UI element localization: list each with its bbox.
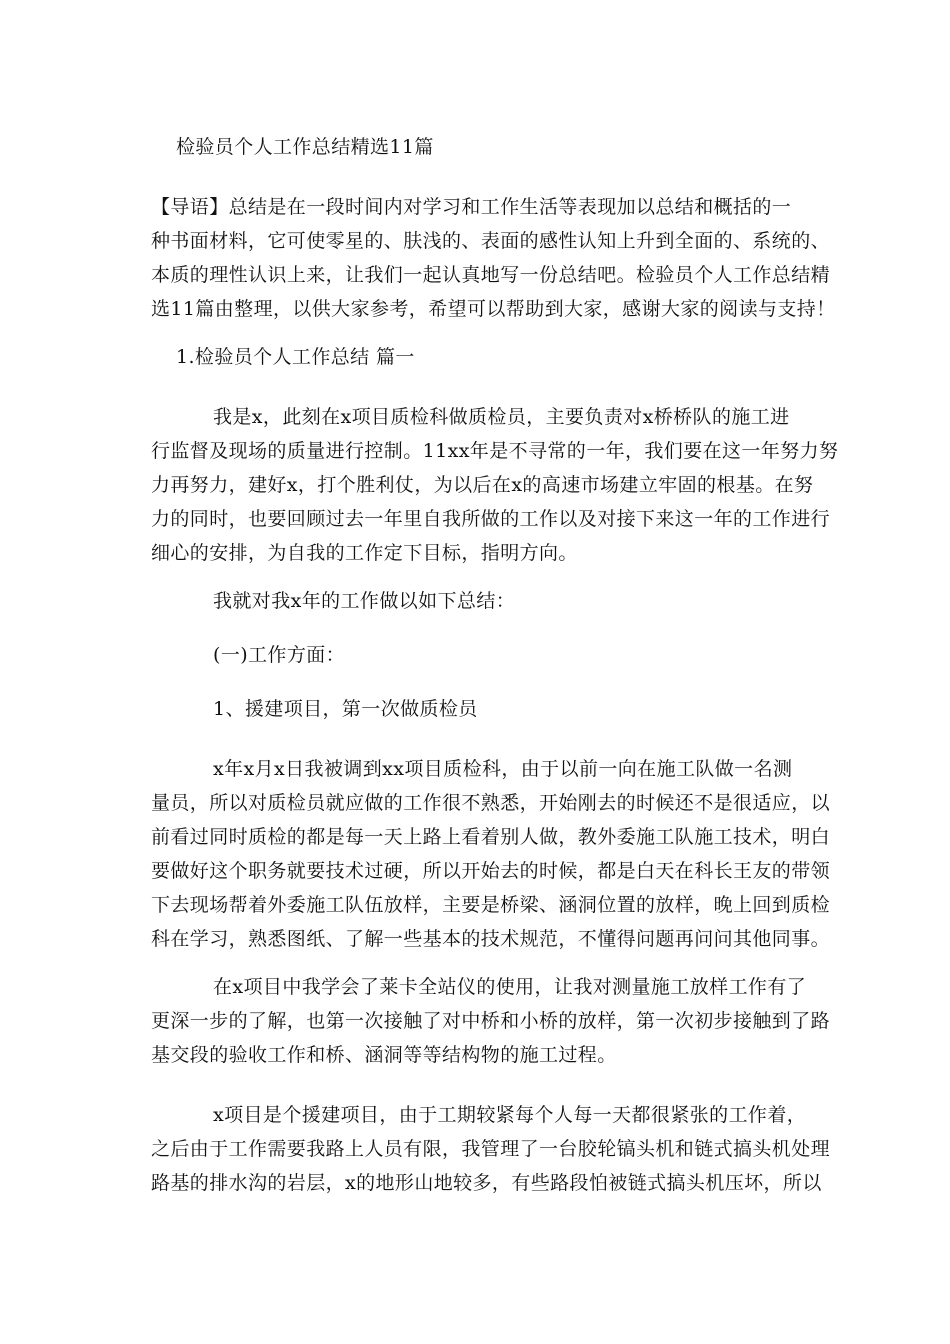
para6-line-3: 基交段的验收工作和桥、涵洞等等结构物的施工过程。 [151, 1044, 617, 1066]
para5-line-3: 前看过同时质检的都是每一天上路上看着别人做，教外委施工队施工技术，明白 [151, 826, 831, 848]
para1-line-2: 行监督及现场的质量进行控制。11xx年是不寻常的一年，我们要在这一年努力努 [151, 440, 839, 462]
para1-line-1: 我是x，此刻在x项目质检科做质检员，主要负责对x桥桥队的施工进 [213, 406, 790, 428]
para1-line-5: 细心的安排，为自我的工作定下目标，指明方向。 [151, 542, 578, 564]
para4-line: 1、援建项目，第一次做质检员 [213, 698, 478, 720]
intro-line-4: 选11篇由整理，以供大家参考，希望可以帮助到大家，感谢大家的阅读与支持！ [151, 298, 836, 320]
intro-line-3: 本质的理性认识上来，让我们一起认真地写一份总结吧。检验员个人工作总结精 [151, 264, 831, 286]
para1-line-4: 力的同时，也要回顾过去一年里自我所做的工作以及对接下来这一年的工作进行 [151, 508, 831, 530]
para5-line-4: 要做好这个职务就要技术过硬，所以开始去的时候，都是白天在科长王友的带领 [151, 860, 831, 882]
intro-line-2: 种书面材料，它可使零星的、肤浅的、表面的感性认知上升到全面的、系统的、 [151, 230, 831, 252]
para5-line-2: 量员，所以对质检员就应做的工作很不熟悉，开始刚去的时候还不是很适应，以 [151, 792, 831, 814]
para6-line-1: 在x项目中我学会了莱卡全站仪的使用，让我对测量施工放样工作有了 [213, 976, 807, 998]
para7-line-2: 之后由于工作需要我路上人员有限，我管理了一台胶轮镐头机和链式搞头机处理 [151, 1138, 831, 1160]
para5-line-1: x年x月x日我被调到xx项目质检科，由于以前一向在施工队做一名测 [213, 758, 793, 780]
para5-line-6: 科在学习，熟悉图纸、了解一些基本的技术规范，不懂得问题再问问其他同事。 [151, 928, 831, 950]
para2-line: 我就对我x年的工作做以如下总结： [213, 590, 516, 612]
intro-line-1: 【导语】总结是在一段时间内对学习和工作生活等表现加以总结和概括的一 [151, 196, 792, 218]
para6-line-2: 更深一步的了解，也第一次接触了对中桥和小桥的放样，第一次初步接触到了路 [151, 1010, 831, 1032]
section-heading: 1.检验员个人工作总结 篇一 [176, 346, 415, 368]
para3-line: (一)工作方面： [213, 644, 346, 666]
para7-line-3: 路基的排水沟的岩层，x的地形山地较多，有些路段怕被链式搞头机压坏，所以 [151, 1172, 822, 1194]
document-title: 检验员个人工作总结精选11篇 [176, 136, 434, 158]
para7-line-1: x项目是个援建项目，由于工期较紧每个人每一天都很紧张的工作着， [213, 1104, 807, 1126]
para1-line-3: 力再努力，建好x，打个胜利仗，为以后在x的高速市场建立牢固的根基。在努 [151, 474, 814, 496]
para5-line-5: 下去现场帮着外委施工队伍放样，主要是桥梁、涵洞位置的放样，晚上回到质检 [151, 894, 831, 916]
